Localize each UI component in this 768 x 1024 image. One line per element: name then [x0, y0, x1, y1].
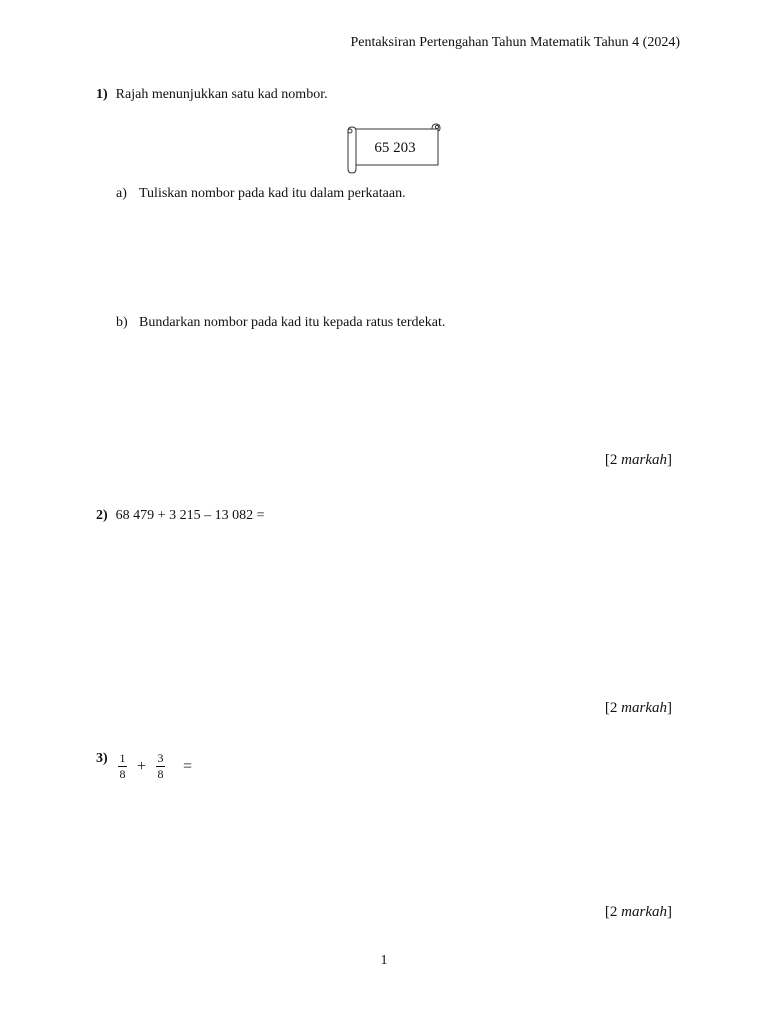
question-3-expression — [118, 752, 192, 781]
marks-label-q3: [2 markah] — [604, 904, 672, 920]
question-3-number: 3) — [96, 751, 108, 766]
question-2 — [96, 508, 264, 524]
question-1-part-a — [116, 186, 406, 202]
plus-operator: + — [137, 757, 147, 775]
question-number: 1) — [96, 87, 108, 102]
card-value: 65 203 — [374, 140, 416, 156]
page-number: 1 — [380, 953, 388, 968]
equals-sign: = — [183, 757, 193, 775]
fraction-2: $\frac{3}{8}$ — [157, 751, 164, 781]
part-label: b) — [116, 315, 128, 330]
question-1 — [96, 87, 328, 103]
question-1-part-b — [116, 315, 445, 331]
marks-label-q2: [2 markah] — [604, 700, 672, 716]
part-label: a) — [116, 186, 127, 201]
part-text: Bundarkan nombor pada kad itu kepada ratus terdekat. — [139, 315, 446, 330]
part-text: Tuliskan nombor pada kad itu dalam perkataan. — [139, 186, 406, 201]
question-number: 2) — [96, 508, 108, 523]
marks-label-q1: [2 markah] — [604, 452, 672, 468]
question-expression: 68 479 + 3 215 – 13 082 = — [115, 508, 265, 523]
page-header: Pentaksiran Pertengahan Tahun Matematik Tahun 4 (2024) — [350, 35, 680, 50]
fraction-1: $\frac{1}{8}$ — [119, 751, 126, 781]
number-card — [344, 123, 444, 175]
question-text: Rajah menunjukkan satu kad nombor. — [115, 87, 328, 102]
